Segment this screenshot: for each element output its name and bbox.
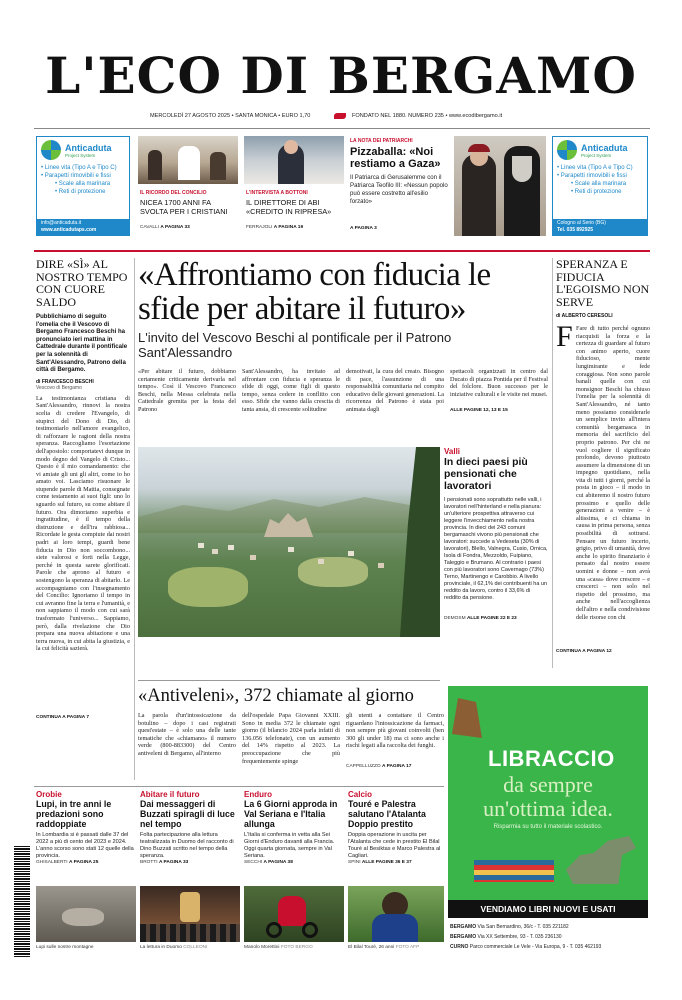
bottom-ref-name: SECCHI bbox=[244, 860, 263, 865]
left-intro: Pubblichiamo di seguito l'omelia che il Vescovo di Bergamo Francesco Beschi ha pronunciato ieri mattina in Cattedrale durante il pontificale per la solennità di Sant'Alessandro, Patrono della città di Bergamo. bbox=[36, 313, 128, 374]
left-headline: DIRE «SÌ» AL NOSTRO TEMPO CON CUORE SALDO bbox=[36, 258, 128, 309]
anticaduta-logo-icon bbox=[557, 140, 577, 160]
ad-line: • Linee vita (Tipo A e Tipo C) bbox=[41, 165, 117, 171]
bottom-body: Doppia operazione in uscita per l'Atalanta che cede in prestito El Bilal Touré al Besiktas e Marco Palestra al Cagliari. bbox=[348, 832, 441, 859]
right-continue: CONTINUA A PAGINA 12 bbox=[556, 649, 612, 654]
teaser-photo bbox=[138, 136, 238, 184]
bottom-title: Touré e Palestra salutano l'Atalanta Doppio prestito bbox=[348, 799, 426, 829]
ad-anticaduta-right[interactable] bbox=[552, 136, 648, 236]
valli-kicker: Valli bbox=[444, 447, 461, 456]
teaser-kicker: L'INTERVISTA A BOTTONI bbox=[246, 190, 308, 196]
ad-line: • Reti di protezione bbox=[55, 189, 106, 195]
ad-email: info@anticaduta.it bbox=[41, 220, 82, 226]
wolf-photo bbox=[36, 886, 136, 942]
left-author-role: Vescovo di Bergamo bbox=[36, 384, 82, 391]
valli-ref-name: DEMOSM bbox=[444, 616, 466, 621]
main-col: spettacoli organizzati in centro dal Ducato di piazza Pontida per il Festival del folclore. Buon successo per le iniziative culturali e le visite nei musei. bbox=[450, 368, 548, 398]
main-subhead: L'invito del Vescovo Beschi al pontificale per il Patrono Sant'Alessandro bbox=[138, 330, 452, 360]
valli-box[interactable] bbox=[444, 447, 548, 639]
bottom-title: Dai messaggeri di Buzzati spiragli di luce nel tempo bbox=[140, 799, 235, 829]
main-col: demotivati, la cura del creato. Bisogno di pace, l'assunzione di una responsabilità comunitaria nel compito educativo delle giovani generazioni. La ricorrenza del Patrono è stata poi animata dagli bbox=[346, 368, 444, 413]
store-line: BERGAMO Via San Bernardino, 36/c - T. 035 221182 bbox=[450, 924, 569, 930]
teaser-ref-page: A PAGINA 33 bbox=[160, 225, 190, 230]
teaser-nicea[interactable] bbox=[138, 136, 238, 236]
bottom-box-buzzati[interactable] bbox=[140, 790, 240, 958]
right-author: di ALBERTO CERESOLI bbox=[556, 313, 613, 319]
libraccio-stores bbox=[450, 922, 650, 958]
bottom-kicker: Abitare il futuro bbox=[140, 790, 200, 799]
masthead bbox=[0, 40, 682, 128]
bottom-body: In Lombardia si è passati dalle 37 del 2022 a più di cento del 2023 e 2024. L'anno scorso sono stati 12 quelle della provincia. bbox=[36, 832, 134, 859]
bottom-caption: La lettura in Duomo bbox=[140, 945, 182, 950]
ad-sub: Project System bbox=[581, 152, 612, 158]
duomo-photo bbox=[140, 886, 240, 942]
ad-city: Cologno al Serio (BG) bbox=[557, 220, 606, 226]
bottom-ref-name: SPINI bbox=[348, 860, 361, 865]
teaser-ref-name: CAVALLI bbox=[140, 225, 160, 230]
founded-line: FONDATO NEL 1880. NUMERO 235 • www.ecodibergamo.it bbox=[352, 113, 503, 119]
ad-line: • Scale alla marinara bbox=[55, 181, 111, 187]
right-column bbox=[556, 258, 650, 670]
masthead-flag-icon bbox=[334, 113, 346, 119]
book-stack-icon bbox=[452, 698, 482, 738]
barcode bbox=[14, 846, 30, 958]
bottom-title: La 6 Giorni approda in Val Seriana e l'Italia allunga bbox=[244, 799, 338, 829]
bottom-ref-page: A PAGINA 33 bbox=[158, 860, 189, 865]
left-author: di FRANCESCO BESCHI bbox=[36, 378, 94, 385]
left-body: La testimonianza cristiana di Sant'Alessandro, rinnovi la nostra scelta di credere l'Evangelo, di stupirci del Dono di Dio, di testimoniarlo nell'amore evangelico, di rafforzare le ragioni della nostra speranza. Raccogliamo l'esortazione dell'apostolo: comportatevi dunque in modo degno del Vangelo di Cristo... Questo è il mio comandamento: che vi amiate gli uni gli altri, come io ho amato voi. Lasciamo risuonare le stupende parole di Mattia, consegnate come testamento ai suoi figli: uno lo sguardo sul futuro, su come abitare il futuro. Ora dimoriamo superbia e ingratitudine, è il tempo della distruzione e dell'ira rabbiosa... Ricordate le gesta compiute dai nostri padri ai loro tempi, guardi bene fiducia in Dio non soccombono... siete valorosi e forti nella Legge, perché in questa sarete glorificati. Parole che aprono al futuro e sostengono la speranza di abitarlo. Le accompagniamo con l'insegnamento del Concilio: Ignoriamo il tempo in cui avranno fine la terra e l'umanità, e non sappiamo il modo con cui sarà trasformato l'universo... Sappiamo, però, dalla rivelazione che Dio prepara una nuova abitazione e una terra nuova, in cui abita la giustizia, e la cui felicità sazierà. bbox=[36, 394, 130, 653]
bottom-ref-name: GHISALBERTI bbox=[36, 860, 68, 865]
bottom-ref-page: A PAGINA 25 bbox=[68, 860, 99, 865]
section-rule bbox=[34, 786, 444, 787]
section-rule bbox=[138, 680, 440, 681]
left-column bbox=[36, 258, 130, 778]
bottom-ref-page: ALLE PAGINE 36 E 37 bbox=[361, 860, 412, 865]
libraccio-brand: LIBRACCIO bbox=[488, 746, 615, 771]
antiveleni-ref-page: A PAGINA 17 bbox=[382, 764, 412, 769]
enduro-photo bbox=[244, 886, 344, 942]
ad-web: www.anticadutaps.com bbox=[41, 227, 97, 233]
dinosaur-icon bbox=[566, 836, 636, 884]
ad-brand: Anticaduta bbox=[65, 142, 112, 153]
libraccio-slogan-2: un'ottima idea. bbox=[483, 796, 613, 821]
ad-line: • Parapetti rimovibili e fissi bbox=[557, 173, 627, 179]
toure-photo bbox=[348, 886, 444, 942]
libraccio-slogan-1: da sempre bbox=[503, 772, 593, 797]
bottom-box-calcio[interactable] bbox=[348, 790, 444, 958]
bottom-body: L'Italia si conferma in vetta alla Sei Giorni d'Enduro davanti alla Francia. Oggi quarta giornata, sempre in Val Seriana. bbox=[244, 832, 335, 859]
patriarch-kicker: LA NOTA DEI PATRIARCHI bbox=[350, 138, 413, 144]
bottom-credit: FOTO AFP bbox=[395, 945, 420, 950]
antiveleni-col: dell'ospedale Papa Giovanni XXIII. Sono in media 372 le chiamate ogni giorno (il bilancio 2024 parla infatti di 136.056 telefonate), con un aumento del 14% rispetto al 2023. La preoccupazione che più frequentemente spinge bbox=[242, 712, 340, 765]
libraccio-banner: VENDIAMO LIBRI NUOVI E USATI bbox=[448, 900, 648, 918]
ad-line: • Scale alla marinara bbox=[571, 181, 627, 187]
main-headline: «Affrontiamo con fiducia le sfide per abitare il futuro» bbox=[138, 258, 491, 327]
teaser-ref-page: A PAGINA 19 bbox=[273, 225, 304, 230]
main-story[interactable] bbox=[138, 258, 548, 438]
bottom-ref-page: A PAGINA 38 bbox=[263, 860, 293, 865]
ad-libraccio[interactable] bbox=[448, 686, 648, 918]
dropcap: F bbox=[556, 320, 573, 353]
ad-line: • Reti di protezione bbox=[571, 189, 622, 195]
teaser-kicker: IL RICORDO DEL CONCILIO bbox=[140, 190, 207, 196]
bottom-caption: Lupi sulle nostre montagne bbox=[36, 945, 94, 950]
valley-photo bbox=[138, 447, 440, 637]
patriarch-box[interactable] bbox=[350, 136, 546, 236]
patriarch-body: Il Patriarca di Gerusalemme con il Patriarca Teofilo III: «Nessun popolo può essere costretto all'esilio forzato» bbox=[350, 174, 448, 205]
masthead-rule bbox=[34, 128, 650, 129]
bottom-kicker: Orobie bbox=[36, 790, 62, 799]
ad-line: • Linee vita (Tipo A e Tipo C) bbox=[557, 165, 633, 171]
bottom-caption: El Bilal Touré, 26 anni bbox=[348, 945, 395, 950]
ad-line: • Parapetti rimovibili e fissi bbox=[41, 173, 111, 179]
patriarch-photo bbox=[454, 136, 546, 236]
store-line: CURNO Parco commerciale Le Vele - Via Europa, 9 - T. 035 462193 bbox=[450, 944, 602, 950]
libraccio-small: Risparmia su tutto il materiale scolastico. bbox=[493, 824, 603, 830]
ad-sub: Project System bbox=[65, 152, 96, 158]
ad-brand: Anticaduta bbox=[581, 142, 628, 153]
anticaduta-logo-icon bbox=[41, 140, 61, 160]
section-rule bbox=[34, 250, 650, 252]
right-headline: SPERANZA E FIDUCIA L'EGOISMO NON SERVE bbox=[556, 258, 650, 309]
antiveleni-ref-name: CAPPELLUZZO bbox=[346, 764, 381, 769]
stacked-books-icon bbox=[474, 860, 554, 882]
column-rule bbox=[552, 258, 553, 668]
patriarch-ref: A PAGINA 3 bbox=[350, 226, 377, 231]
main-col: Sant'Alessandro, ha invitato ad affrontare con fiducia e speranza le sfide di oggi, come figli di questo tempo, senza cedere in conflitto con esso. Sfide che vanno dalla crescita di tanta ansia, di crescente solitudine bbox=[242, 368, 340, 413]
antiveleni-story[interactable] bbox=[138, 686, 444, 780]
valli-ref-page: ALLE PAGINE 22 E 23 bbox=[466, 616, 517, 621]
bottom-body: Folta partecipazione alla lettura teatralizzata in Duomo del racconto di Dino Buzzati scritto nel tempo della speranza. bbox=[140, 832, 234, 859]
bottom-box-orobie[interactable] bbox=[36, 790, 136, 958]
main-col: «Per abitare il futuro, dobbiamo certamente criticamente derivarla nel tempo». Così il Vescovo Francesco Beschi, nella Messa celebrata nella Cattedrale gremita per la festa del Patrono bbox=[138, 368, 236, 413]
bottom-box-enduro[interactable] bbox=[244, 790, 344, 958]
dateline: MERCOLEDÌ 27 AGOSTO 2025 • SANTA MONICA • EURO 1,70 bbox=[150, 113, 311, 119]
antiveleni-col: La parola d'un'intossicazione da botulino – dopo i casi registrati quest'estate – è solo una delle tante tematiche che «chiamano» il numero verde (800-883300) del Centro antiveleni di Bergamo, all'interno bbox=[138, 712, 236, 757]
bottom-credit: FOTO BERGO bbox=[280, 945, 313, 950]
teaser-abi[interactable] bbox=[244, 136, 344, 236]
bottom-title: Lupi, in tre anni le predazioni sono raddoppiate bbox=[36, 799, 112, 829]
left-continue: CONTINUA A PAGINA 7 bbox=[36, 714, 90, 720]
store-line: BERGAMO Via XX Settembre, 93 - T. 035 236130 bbox=[450, 934, 562, 940]
patriarch-title: Pizzaballa: «Noi restiamo a Gaza» bbox=[350, 146, 441, 170]
bottom-ref-name: BROTTI bbox=[140, 860, 158, 865]
teaser-title: IL DIRETTORE DI ABI «CREDITO IN RIPRESA» bbox=[246, 198, 332, 216]
ad-phone: Tel. 035 892925 bbox=[557, 227, 594, 233]
masthead-title: L'ECO DI BERGAMO bbox=[45, 46, 637, 105]
teaser-ref-name: FERRAJOLI bbox=[246, 225, 273, 230]
main-ref: ALLE PAGINE 12, 13 E 15 bbox=[450, 408, 508, 413]
ad-anticaduta-left[interactable] bbox=[36, 136, 130, 236]
valli-body: I pensionati sono soprattutto nelle valli, i lavoratori nell'hinterland e nella pianura: un'ulteriore prospettiva attraverso cui leggere l'invecchiamento nella nostra provincia. In dieci dei 243 comuni bergamaschi vivono più pensionati che lavoratori: succede a Vedeseta (30% di lavoratori), Blello, Valnegra, Cusio, Ornica, Isola di Fondra, Mezzoldo, Fuipiano, Taleggio e Brumano. Al contrario i paesi con più lavoratori sono Cavernago (73%) Terno, Martinengo e Carobbio. A livello provinciale, il 62,1% dei contribuenti ha un reddito da lavoro, contro il 33,6% di reddito da pensione. bbox=[444, 497, 548, 601]
valli-title: In dieci paesi più pensionati che lavoratori bbox=[444, 457, 528, 492]
antiveleni-col: gli utenti a contattare il Centro riguardano l'intossicazione da farmaci, non sempre più giovani coinvolti (ben 300 gli under 18) ma ci sono anche i rischi legati alla raccolta dei funghi. bbox=[346, 712, 444, 750]
teaser-title: NICEA 1700 ANNI FA SVOLTA PER I CRISTIANI bbox=[140, 198, 228, 216]
bottom-credit: COLLEONI bbox=[183, 945, 208, 950]
teaser-photo bbox=[244, 136, 344, 184]
bottom-kicker: Calcio bbox=[348, 790, 373, 799]
column-rule bbox=[134, 258, 135, 780]
bottom-kicker: Enduro bbox=[244, 790, 272, 799]
right-body: Fare di tutto perché ognuno riacquisti la forza e la certezza di guardare al futuro con animo aperto, cuore fiducioso, mente lungimirante e fede coraggiosa. Non sono parole banali quelle con cui monsignor Beschi ha chiuso l'omelia per la solennità di Sant'Alessandro, né tanto meno possiamo considerarle un semplice invito all'intera comunità bergamasca in memoria del sacrificio del proprio patrono. Per chi ne vuol cogliere il significato profondo, devono piuttosto assumere la dimensione di un impegno quotidiano, nella vita di tutti i giorni, perché la posta in gioco – il modo in cui abiteremo il nostro futuro prossimo e quello delle generazioni a venire – è altissima, e ci chiama in causa in prima persona, senza possibilità di sottrarsi. Pensare un futuro incerto, grigio, privo di umanità, dove anche lo spirito finanziario è pensato dal nostro essere uomini e donne – non avrà una «casa» dove crescere – e crescerci – non solo nel rispetto del prossimo, ma anche nell'accoglienza dell'altro e nella condivisione delle risorse con chi bbox=[576, 325, 650, 621]
bottom-caption: Manolo Morettini bbox=[244, 945, 280, 950]
antiveleni-headline: «Antiveleni», 372 chiamate al giorno bbox=[138, 686, 414, 706]
